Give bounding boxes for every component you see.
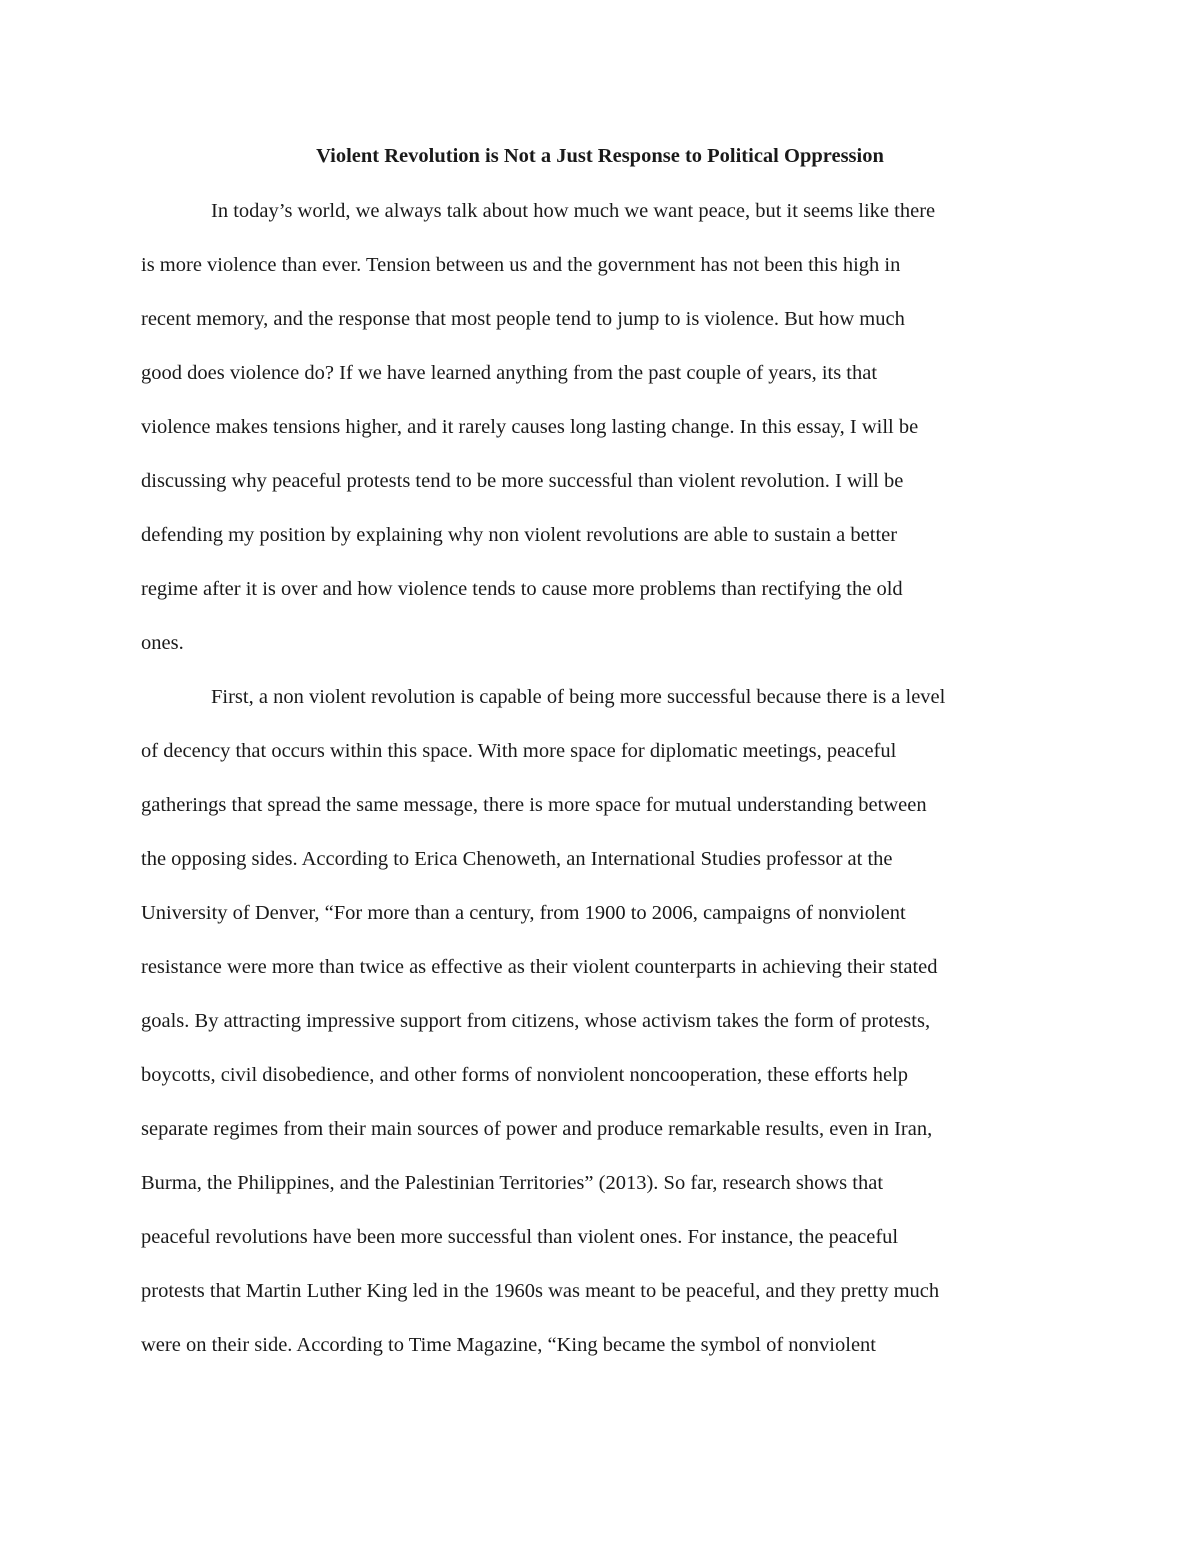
paragraph-2-line-9: separate regimes from their main sources of power and produce remarkable results, even in Iran, — [141, 1118, 933, 1140]
paragraph-2-line-6: resistance were more than twice as effective as their violent counterparts in achieving their stated — [141, 956, 938, 978]
paragraph-1-line-2: is more violence than ever. Tension between us and the government has not been this high in — [141, 254, 901, 276]
paragraph-1-line-4: good does violence do? If we have learned anything from the past couple of years, its that — [141, 362, 878, 384]
essay-title: Violent Revolution is Not a Just Response to Political Oppression — [316, 145, 884, 167]
paragraph-2-line-3: gatherings that spread the same message, there is more space for mutual understanding between — [141, 794, 927, 816]
paragraph-1-line-5: violence makes tensions higher, and it rarely causes long lasting change. In this essay, I will be — [141, 416, 919, 438]
paragraph-2-line-1: First, a non violent revolution is capable of being more successful because there is a level — [211, 686, 946, 708]
paragraph-2-line-12: protests that Martin Luther King led in the 1960s was meant to be peaceful, and they pretty much — [141, 1280, 940, 1302]
paragraph-2-line-4: the opposing sides. According to Erica Chenoweth, an International Studies professor at the — [141, 848, 893, 870]
paragraph-1-line-3: recent memory, and the response that most people tend to jump to is violence. But how much — [141, 308, 905, 330]
paragraph-2-line-2: of decency that occurs within this space. With more space for diplomatic meetings, peaceful — [141, 740, 897, 762]
paragraph-1-line-9: ones. — [141, 632, 184, 654]
paragraph-1-line-6: discussing why peaceful protests tend to be more successful than violent revolution. I will be — [141, 470, 904, 492]
paragraph-1-line-7: defending my position by explaining why non violent revolutions are able to sustain a better — [141, 524, 898, 546]
paragraph-2-line-7: goals. By attracting impressive support from citizens, whose activism takes the form of protests, — [141, 1010, 931, 1032]
paragraph-2-line-13: were on their side. According to Time Magazine, “King became the symbol of nonviolent — [141, 1334, 876, 1356]
paragraph-1-line-8: regime after it is over and how violence tends to cause more problems than rectifying the old — [141, 578, 903, 600]
paragraph-2-line-11: peaceful revolutions have been more successful than violent ones. For instance, the peaceful — [141, 1226, 899, 1248]
paragraph-2-line-10: Burma, the Philippines, and the Palestinian Territories” (2013). So far, research shows that — [141, 1172, 884, 1194]
paragraph-2-line-5: University of Denver, “For more than a century, from 1900 to 2006, campaigns of nonviolent — [141, 902, 906, 924]
paragraph-1-line-1: In today’s world, we always talk about how much we want peace, but it seems like there — [211, 200, 936, 222]
paragraph-2-line-8: boycotts, civil disobedience, and other forms of nonviolent noncooperation, these efforts help — [141, 1064, 909, 1086]
